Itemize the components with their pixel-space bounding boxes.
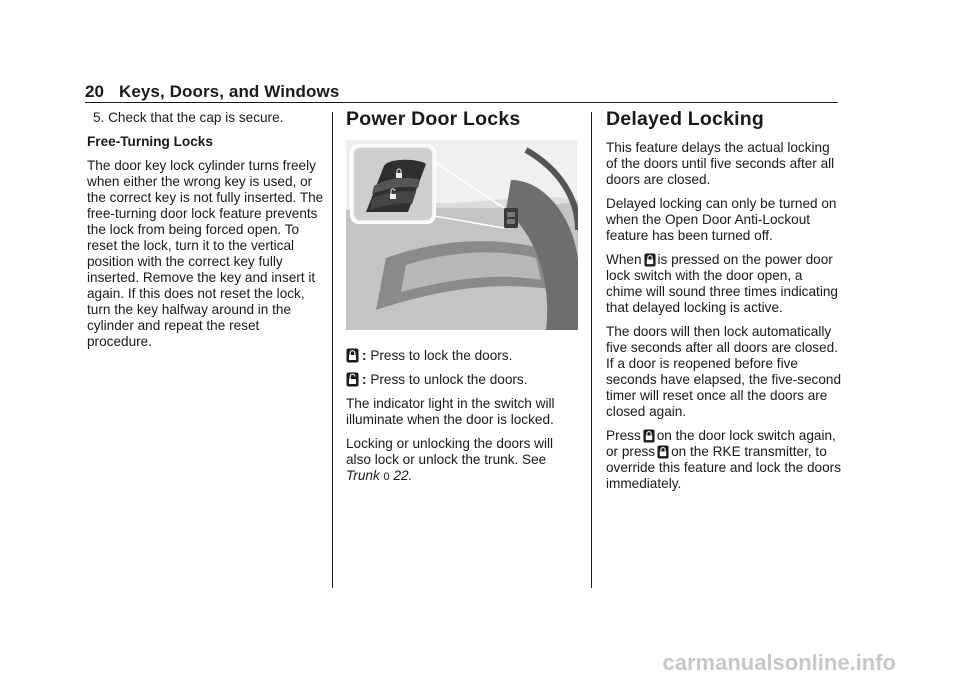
- column-divider-1: [332, 112, 333, 588]
- watermark-text: carmanualsonline.info: [662, 650, 896, 675]
- header-rule: [85, 102, 838, 103]
- lock-icon: [657, 445, 669, 459]
- column-1: [87, 110, 327, 358]
- delayed-p5: Press on the door lock switch again, or press on the RKE transmitter, to override this feature and lock the doors immediately.: [606, 428, 842, 491]
- section-title: Keys, Doors, and Windows: [118, 82, 340, 101]
- trunk-xref-link[interactable]: Trunk 0 22.: [346, 468, 413, 483]
- trunk-paragraph: Locking or unlocking the doors will also lock or unlock the trunk. See Trunk 0 22.: [346, 436, 554, 483]
- column-3: [606, 110, 842, 500]
- delayed-p4: The doors will then lock automatically five seconds after all doors are closed. If a door is reopened before five seconds have elapsed, the five-second timer will reset once all the doors are closed again.: [606, 324, 842, 419]
- unlock-icon: [346, 372, 359, 387]
- lock-legend: : Press to lock the doors.: [346, 348, 580, 364]
- delayed-p1: This feature delays the actual locking of the doors until five seconds after all doors are closed.: [606, 140, 835, 187]
- lock-icon: [644, 253, 656, 267]
- page-number: 20: [85, 82, 105, 101]
- unlock-legend: : Press to unlock the doors.: [346, 372, 580, 388]
- column-divider-2: [591, 112, 592, 588]
- heading-power-door-locks: Power Door Locks: [346, 108, 521, 130]
- watermark-logo: [540, 648, 900, 676]
- subheading-free-turning-locks: Free-Turning Locks: [87, 134, 213, 149]
- delayed-p2: Delayed locking can only be turned on when the Open Door Anti-Lockout feature has been turned off.: [606, 196, 837, 243]
- lock-icon: [346, 348, 359, 363]
- lock-icon: [643, 429, 655, 443]
- page-header: [85, 82, 339, 102]
- step-5: 5. Check that the cap is secure.: [93, 110, 284, 125]
- page-ref-icon: 0: [383, 471, 390, 483]
- delayed-p3: When is pressed on the power door lock switch with the door open, a chime will sound three times indicating that delayed locking is active.: [606, 252, 838, 315]
- door-lock-switch-illustration: [346, 140, 578, 330]
- heading-delayed-locking: Delayed Locking: [606, 108, 764, 130]
- indicator-paragraph: The indicator light in the switch will illuminate when the door is locked.: [346, 396, 555, 427]
- column-2: [346, 110, 580, 493]
- free-turning-paragraph: The door key lock cylinder turns freely when either the wrong key is used, or the correct key is not fully inserted. The free-turning door lock feature prevents the lock from being forced open. To reset the lock, turn it to the vertical position with the correct key fully inserted. Remove the key and insert it again. If this does not reset the lock, turn the key halfway around in the cylinder and repeat the reset procedure.: [87, 158, 324, 349]
